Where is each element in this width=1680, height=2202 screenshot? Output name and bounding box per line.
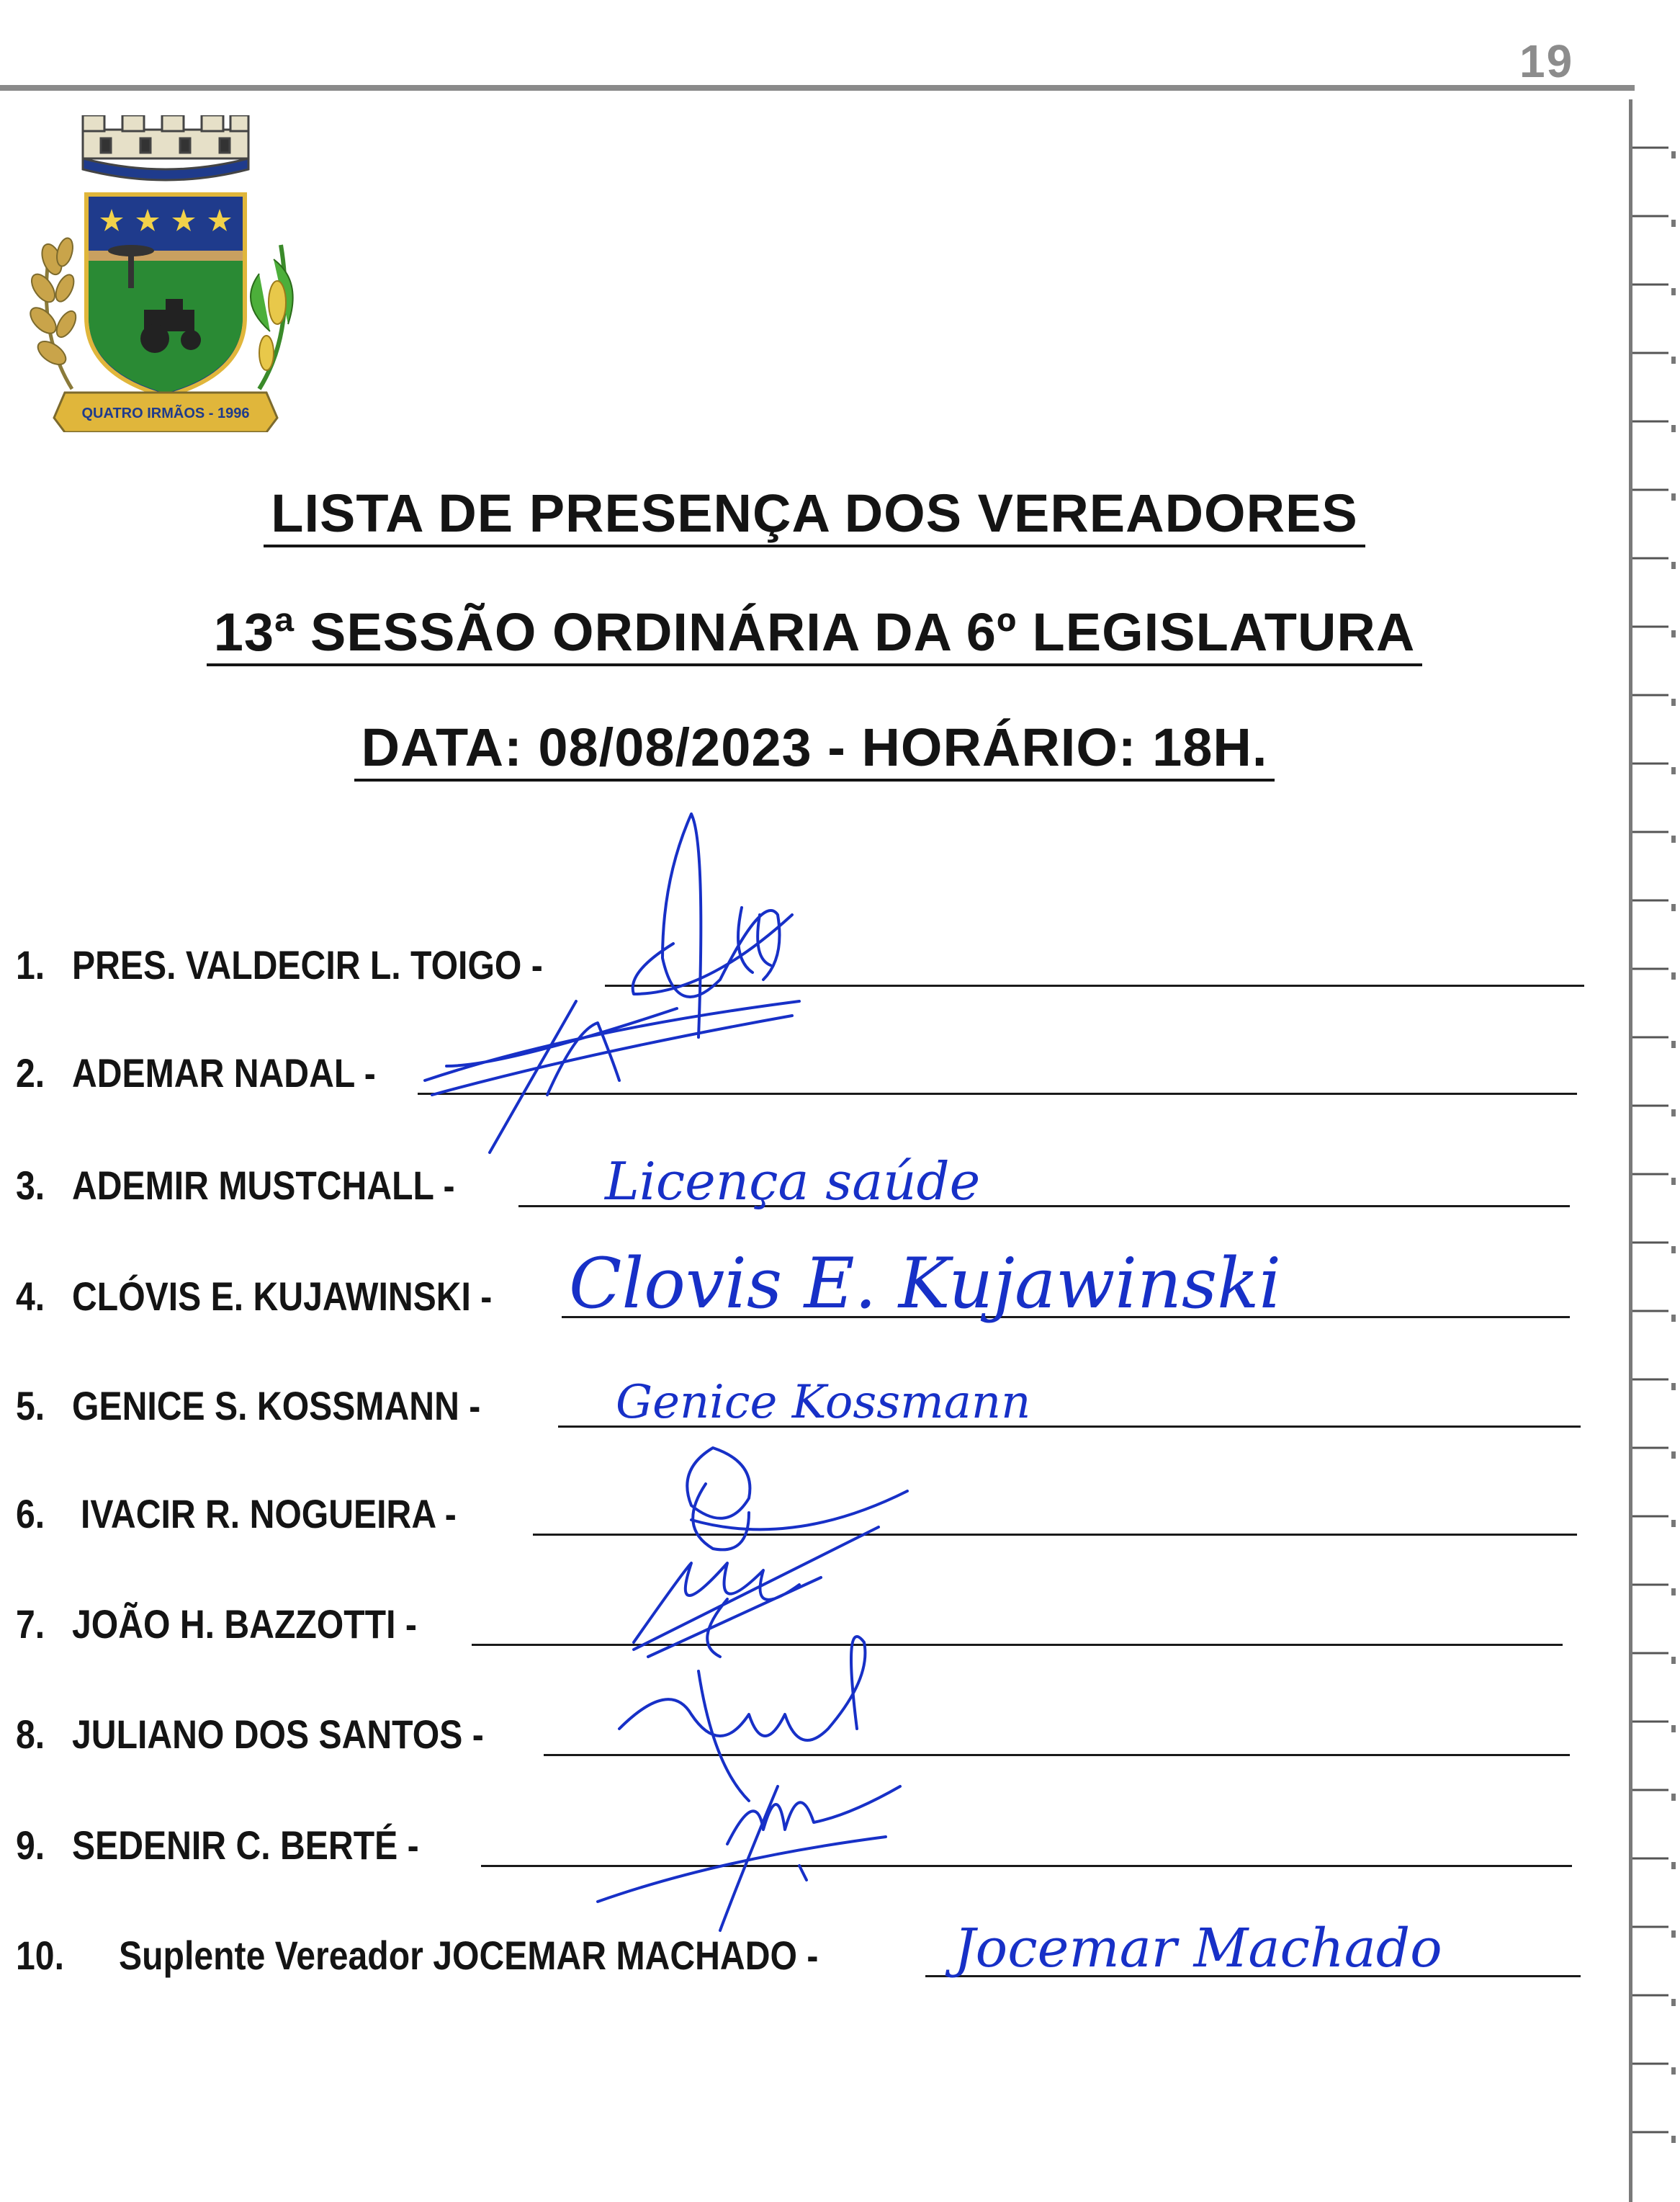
signature-line <box>472 1644 1563 1646</box>
signature-3-text: Licença saúde <box>605 1151 981 1212</box>
signature-line <box>418 1093 1577 1095</box>
attendee-row <box>0 1121 1629 1207</box>
signature-line <box>481 1865 1572 1867</box>
attendee-number: 8. <box>16 1711 45 1757</box>
attendee-number: 4. <box>16 1274 45 1319</box>
title-line-3 <box>0 717 1629 782</box>
attendee-label: GENICE S. KOSSMANN - <box>72 1383 481 1428</box>
signature-4-text: Clovis E. Kujawinski <box>569 1243 1282 1324</box>
signature-line <box>544 1754 1570 1756</box>
attendee-label: IVACIR R. NOGUEIRA - <box>81 1491 457 1536</box>
attendee-label: JOÃO H. BAZZOTTI - <box>72 1601 417 1647</box>
attendee-row <box>0 1341 1629 1428</box>
signature-line <box>925 1975 1581 1977</box>
signature-line <box>533 1534 1577 1536</box>
title-line-3-text: DATA: 08/08/2023 - HORÁRIO: 18H. <box>354 720 1275 782</box>
attendee-label: Suplente Vereador JOCEMAR MACHADO - <box>119 1933 819 1978</box>
attendee-row <box>0 1008 1629 1095</box>
attendee-number: 3. <box>16 1163 45 1208</box>
top-border-line <box>0 85 1635 91</box>
signature-line <box>605 985 1584 987</box>
attendee-label: ADEMIR MUSTCHALL - <box>72 1163 455 1208</box>
title-line-1 <box>0 483 1629 547</box>
page-number: 19 <box>1519 35 1574 87</box>
title-line-1-text: LISTA DE PRESENÇA DOS VEREADORES <box>264 485 1365 547</box>
attendee-label: CLÓVIS E. KUJAWINSKI - <box>72 1274 493 1319</box>
attendee-number: 5. <box>16 1383 45 1428</box>
attendee-number: 2. <box>16 1050 45 1096</box>
attendee-row <box>0 1232 1629 1318</box>
binder-edge <box>1632 108 1680 2197</box>
attendee-number: 9. <box>16 1822 45 1868</box>
attendee-number: 10. <box>16 1933 64 1978</box>
attendee-label: JULIANO DOS SANTOS - <box>72 1711 484 1757</box>
attendee-number: 7. <box>16 1601 45 1647</box>
signature-line <box>562 1316 1570 1318</box>
municipal-crest-logo <box>22 115 310 432</box>
signature-5-text: Genice Kossmann <box>616 1376 1031 1429</box>
attendee-number: 1. <box>16 942 45 988</box>
signature-line <box>518 1205 1570 1207</box>
attendee-label: PRES. VALDECIR L. TOIGO - <box>72 942 543 988</box>
title-line-2 <box>0 601 1629 666</box>
attendee-label: SEDENIR C. BERTÉ - <box>72 1822 419 1868</box>
attendee-row <box>0 1670 1629 1756</box>
attendee-number: 6. <box>16 1491 45 1536</box>
attendee-row <box>0 1891 1629 1977</box>
title-line-2-text: 13ª SESSÃO ORDINÁRIA DA 6º LEGISLATURA <box>207 604 1423 666</box>
attendee-row <box>0 1781 1629 1867</box>
crest-banner-text: QUATRO IRMÃOS - 1996 <box>81 406 250 421</box>
signature-10-text: Jocemar Machado <box>954 1917 1442 1979</box>
attendee-row <box>0 1559 1629 1646</box>
attendee-row <box>0 1449 1629 1536</box>
attendee-label: ADEMAR NADAL - <box>72 1050 376 1096</box>
signature-line <box>558 1426 1581 1428</box>
attendee-row <box>0 900 1629 987</box>
